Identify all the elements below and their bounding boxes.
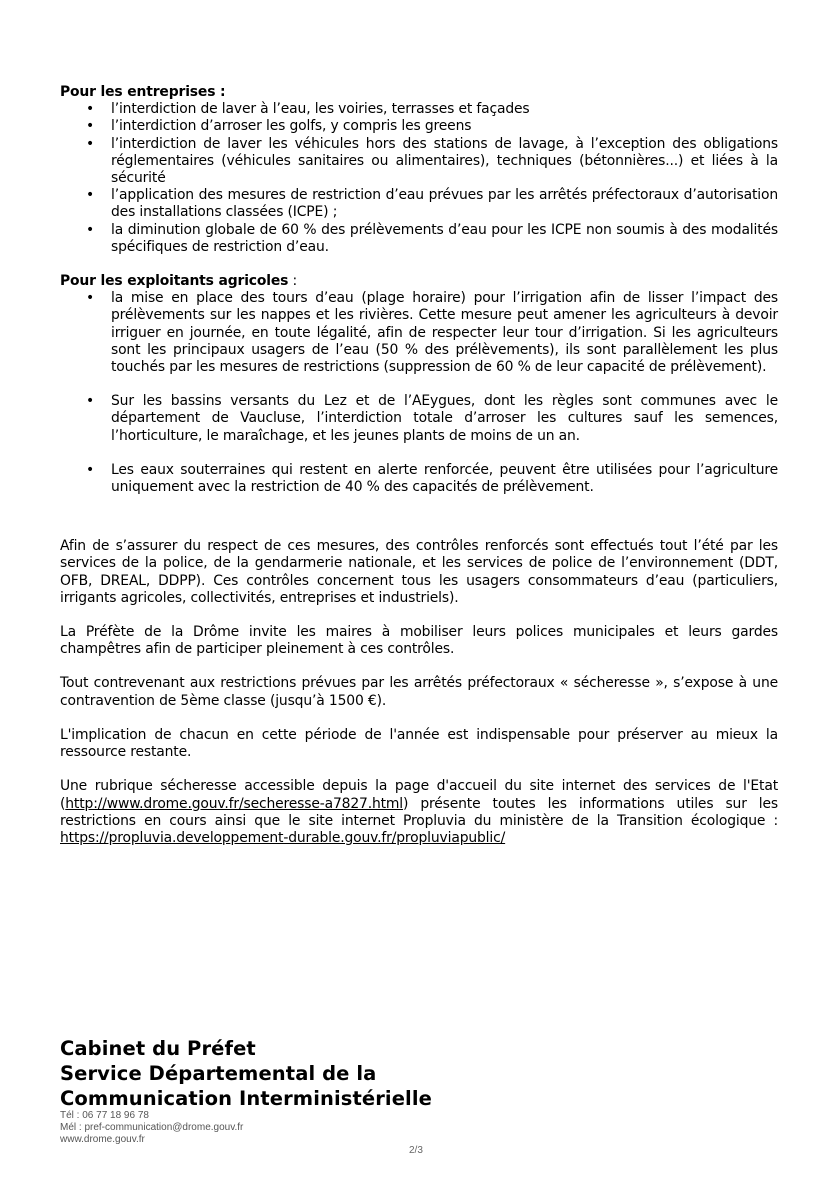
entreprises-heading: Pour les entreprises : xyxy=(60,84,226,100)
phone-text: Tél : 06 77 18 96 78 xyxy=(60,1110,149,1121)
prefete-paragraph: La Préfète de la Drôme invite les maires à mobiliser leurs polices municipales et leurs gardes champêtres afin de participer pleinement à ces contrôles. xyxy=(60,624,778,658)
document-body xyxy=(60,84,778,847)
list-item: • Les eaux souterraines qui restent en alerte renforcée, peuvent être utilisées pour l’agriculture uniquement avec la restriction de 40 % des capacités de prélèvement. xyxy=(86,461,778,496)
list-item: • l’interdiction de laver à l’eau, les voiries, terrasses et façades xyxy=(86,101,530,118)
list-item: • l’interdiction d’arroser les golfs, y compris les greens xyxy=(86,118,472,135)
page-number: 2/3 xyxy=(409,1145,423,1156)
email-text: Mél : pref-communication@drome.gouv.fr xyxy=(60,1122,244,1134)
bullet-icon: • xyxy=(86,290,95,307)
contrevenant-paragraph: Tout contrevenant aux restrictions prévues par les arrêtés préfectoraux « sécheresse », s’expose à une contravention de 5ème classe (jusqu’à 1500 €). xyxy=(60,675,778,709)
secheresse-link[interactable]: http://www.drome.gouv.fr/secheresse-a7827.html xyxy=(65,795,404,812)
communication-line: Communication Interministérielle xyxy=(60,1087,432,1110)
implication-paragraph: L'implication de chacun en cette période de l'année est indispensable pour préserver au mieux la ressource restante. xyxy=(60,726,778,761)
controles-paragraph: Afin de s’assurer du respect de ces mesures, des contrôles renforcés sont effectués tout l’été par les services de la police, de la gendarmerie nationale, et les services de police de l’environnement (DDT, OFB, DREAL, DDPP). Ces contrôles concernent tous les usagers consommateurs d’eau (particuliers, irrigants agricoles, collectivités, entreprises et industriels). xyxy=(60,538,778,606)
list-item: • Sur les bassins versants du Lez et de l’AEygues, dont les règles sont communes avec le département de Vaucluse, l’interdiction totale d’arroser les cultures sauf les semences, l’horticulture, le maraîchage, et les jeunes plants de moins de un an. xyxy=(86,393,778,444)
footer-contact xyxy=(60,1110,243,1147)
list-item: • l’interdiction de laver les véhicules hors des stations de lavage, à l’exception des obligations réglementaires (véhicules sanitaires ou alimentaires), techniques (bétonnières...) et liées à la sécurité xyxy=(86,135,778,187)
bullet-icon: • xyxy=(86,461,95,478)
bullet-icon: • xyxy=(86,187,95,204)
service-line: Service Départemental de la xyxy=(60,1062,377,1085)
rubrique-paragraph: Une rubrique sécheresse accessible depuis la page d'accueil du site internet des services de l'Etat (http://www.drome.gouv.fr/secheresse-a7827.html) présente toutes les informations utiles sur les restrictions en cours ainsi que le site internet Propluvia du ministère de la Transition écologique : https://propluvia.developpement-durable.gouv.fr/propluviapublic/ xyxy=(60,778,778,846)
bullet-icon: • xyxy=(86,118,95,135)
bullet-icon: • xyxy=(86,101,95,118)
bullet-icon: • xyxy=(86,393,95,410)
website-text: www.drome.gouv.fr xyxy=(60,1134,145,1146)
bullet-icon: • xyxy=(86,221,95,238)
entreprises-list xyxy=(60,101,778,256)
bullet-icon: • xyxy=(86,135,95,152)
cabinet-line: Cabinet du Préfet xyxy=(60,1037,256,1060)
agricoles-list xyxy=(60,290,778,496)
agricoles-heading: Pour les exploitants agricoles : xyxy=(60,273,298,290)
list-item: • la mise en place des tours d’eau (plage horaire) pour l’irrigation afin de lisser l’impact des prélèvements sur les nappes et les rivières. Cette mesure peut amener les agriculteurs à devoir irriguer en journée, en toute légalité, afin de respecter leur tour d’irrigation. Si les agriculteurs sont les principaux usagers de l’eau (50 % des prélèvements), ils sont parallèlement les plus touchés par les mesures de restrictions (suppression de 60 % de leur capacité de prélèvement). xyxy=(86,290,778,376)
list-item: • l’application des mesures de restriction d’eau prévues par les arrêtés préfectoraux d’autorisation des installations classées (ICPE) ; xyxy=(86,187,778,221)
footer-title xyxy=(60,1036,560,1111)
propluvia-link[interactable]: https://propluvia.developpement-durable.gouv.fr/propluviapublic/ xyxy=(60,829,506,846)
list-item: • la diminution globale de 60 % des prélèvements d’eau pour les ICPE non soumis à des modalités spécifiques de restriction d’eau. xyxy=(86,221,778,255)
